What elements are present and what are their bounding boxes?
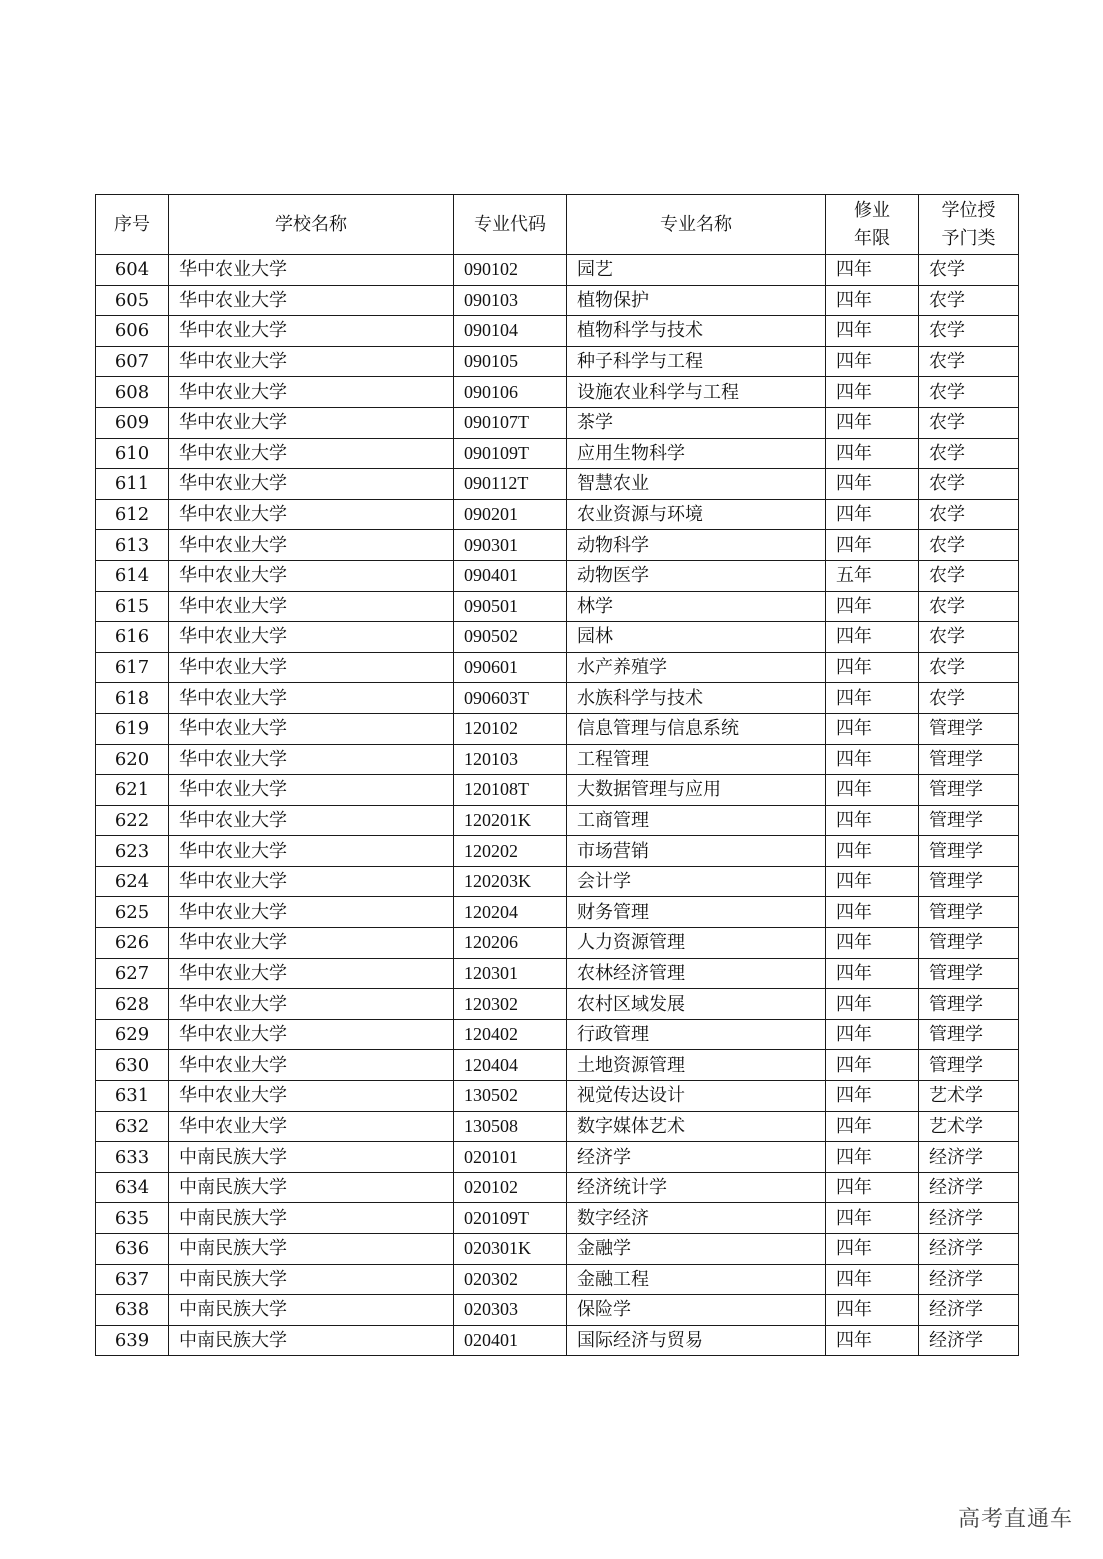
cell-no: 621 [96,775,169,806]
cell-major: 大数据管理与应用 [567,775,826,806]
table-row [96,1203,1019,1234]
cell-major: 人力资源管理 [567,928,826,959]
cell-no: 615 [96,591,169,622]
cell-degree: 经济学 [919,1203,1019,1234]
cell-duration: 四年 [826,836,919,867]
cell-major: 农村区域发展 [567,989,826,1020]
table-row [96,1019,1019,1050]
cell-major: 信息管理与信息系统 [567,713,826,744]
cell-duration: 四年 [826,805,919,836]
cell-code: 120202 [454,836,567,867]
cell-duration: 四年 [826,1050,919,1081]
table-row [96,958,1019,989]
cell-code: 090103 [454,285,567,316]
cell-no: 635 [96,1203,169,1234]
cell-no: 610 [96,438,169,469]
cell-code: 120402 [454,1019,567,1050]
cell-no: 629 [96,1019,169,1050]
cell-school: 华中农业大学 [169,285,454,316]
cell-school: 华中农业大学 [169,469,454,500]
cell-duration: 四年 [826,989,919,1020]
cell-degree: 农学 [919,560,1019,591]
cell-no: 613 [96,530,169,561]
cell-code: 120301 [454,958,567,989]
cell-no: 620 [96,744,169,775]
cell-code: 130502 [454,1081,567,1112]
cell-duration: 四年 [826,652,919,683]
cell-duration: 四年 [826,438,919,469]
cell-major: 会计学 [567,866,826,897]
cell-degree: 管理学 [919,1019,1019,1050]
cell-major: 应用生物科学 [567,438,826,469]
cell-major: 工程管理 [567,744,826,775]
table-row [96,1234,1019,1265]
cell-degree: 管理学 [919,775,1019,806]
table-row [96,1325,1019,1356]
table-row [96,683,1019,714]
cell-duration: 四年 [826,1325,919,1356]
cell-major: 市场营销 [567,836,826,867]
cell-no: 627 [96,958,169,989]
cell-major: 金融学 [567,1234,826,1265]
cell-no: 622 [96,805,169,836]
cell-no: 616 [96,622,169,653]
cell-major: 金融工程 [567,1264,826,1295]
cell-school: 华中农业大学 [169,928,454,959]
cell-school: 华中农业大学 [169,958,454,989]
table-row [96,1050,1019,1081]
cell-duration: 四年 [826,377,919,408]
cell-degree: 经济学 [919,1295,1019,1326]
cell-code: 020401 [454,1325,567,1356]
cell-school: 华中农业大学 [169,897,454,928]
cell-major: 数字媒体艺术 [567,1111,826,1142]
cell-no: 626 [96,928,169,959]
cell-degree: 经济学 [919,1234,1019,1265]
cell-code: 120108T [454,775,567,806]
cell-code: 090112T [454,469,567,500]
cell-duration: 四年 [826,346,919,377]
table-row [96,469,1019,500]
cell-duration: 四年 [826,928,919,959]
table-row [96,346,1019,377]
cell-school: 华中农业大学 [169,560,454,591]
table-row [96,928,1019,959]
cell-duration: 四年 [826,866,919,897]
cell-no: 634 [96,1172,169,1203]
cell-school: 华中农业大学 [169,499,454,530]
cell-school: 华中农业大学 [169,346,454,377]
cell-no: 636 [96,1234,169,1265]
cell-duration: 四年 [826,683,919,714]
cell-duration: 四年 [826,897,919,928]
cell-no: 611 [96,469,169,500]
cell-code: 020303 [454,1295,567,1326]
cell-degree: 经济学 [919,1172,1019,1203]
table-row [96,836,1019,867]
table-row [96,255,1019,286]
cell-no: 609 [96,407,169,438]
cell-duration: 四年 [826,285,919,316]
cell-code: 090603T [454,683,567,714]
table-header [96,195,1019,255]
table-row [96,775,1019,806]
cell-code: 090502 [454,622,567,653]
cell-major: 农林经济管理 [567,958,826,989]
cell-school: 华中农业大学 [169,407,454,438]
cell-code: 120204 [454,897,567,928]
header-duration [826,195,919,255]
header-degree-line2: 予门类 [941,227,996,249]
table-row [96,1111,1019,1142]
table-row [96,989,1019,1020]
cell-no: 637 [96,1264,169,1295]
cell-major: 植物科学与技术 [567,316,826,347]
table-row [96,866,1019,897]
cell-no: 612 [96,499,169,530]
cell-school: 华中农业大学 [169,255,454,286]
cell-no: 604 [96,255,169,286]
cell-duration: 四年 [826,744,919,775]
table-body [96,255,1019,1356]
cell-no: 638 [96,1295,169,1326]
cell-school: 中南民族大学 [169,1295,454,1326]
cell-code: 090102 [454,255,567,286]
cell-degree: 管理学 [919,805,1019,836]
cell-duration: 四年 [826,622,919,653]
cell-no: 630 [96,1050,169,1081]
table-row [96,499,1019,530]
cell-duration: 四年 [826,1172,919,1203]
cell-degree: 农学 [919,407,1019,438]
cell-degree: 农学 [919,285,1019,316]
table-row [96,744,1019,775]
cell-major: 设施农业科学与工程 [567,377,826,408]
cell-duration: 四年 [826,255,919,286]
cell-degree: 经济学 [919,1142,1019,1173]
major-list-table [95,194,1019,1356]
table-row [96,622,1019,653]
cell-code: 120103 [454,744,567,775]
cell-degree: 管理学 [919,928,1019,959]
table-row [96,1295,1019,1326]
cell-degree: 经济学 [919,1264,1019,1295]
cell-major: 经济统计学 [567,1172,826,1203]
table-row [96,805,1019,836]
cell-major: 园林 [567,622,826,653]
cell-major: 农业资源与环境 [567,499,826,530]
cell-no: 632 [96,1111,169,1142]
cell-school: 华中农业大学 [169,1081,454,1112]
cell-no: 628 [96,989,169,1020]
table-row [96,438,1019,469]
cell-major: 工商管理 [567,805,826,836]
cell-code: 090301 [454,530,567,561]
cell-major: 园艺 [567,255,826,286]
cell-code: 090601 [454,652,567,683]
cell-school: 华中农业大学 [169,591,454,622]
cell-duration: 四年 [826,530,919,561]
table-row [96,713,1019,744]
table-row [96,1172,1019,1203]
cell-code: 020301K [454,1234,567,1265]
cell-school: 华中农业大学 [169,377,454,408]
cell-duration: 四年 [826,1295,919,1326]
cell-duration: 四年 [826,1203,919,1234]
cell-school: 华中农业大学 [169,836,454,867]
cell-major: 茶学 [567,407,826,438]
header-major: 专业名称 [567,195,826,255]
cell-no: 607 [96,346,169,377]
cell-duration: 四年 [826,1234,919,1265]
table-row [96,407,1019,438]
table-row [96,530,1019,561]
watermark: 高考直通车 [957,1507,1073,1532]
cell-no: 625 [96,897,169,928]
cell-no: 617 [96,652,169,683]
cell-code: 090107T [454,407,567,438]
cell-duration: 四年 [826,1019,919,1050]
cell-code: 020109T [454,1203,567,1234]
table-row [96,560,1019,591]
cell-degree: 管理学 [919,897,1019,928]
cell-school: 华中农业大学 [169,1111,454,1142]
cell-school: 华中农业大学 [169,683,454,714]
table-row [96,1142,1019,1173]
cell-code: 130508 [454,1111,567,1142]
cell-degree: 农学 [919,346,1019,377]
cell-major: 经济学 [567,1142,826,1173]
cell-duration: 四年 [826,591,919,622]
table-row [96,652,1019,683]
cell-code: 120201K [454,805,567,836]
cell-no: 608 [96,377,169,408]
cell-school: 华中农业大学 [169,530,454,561]
cell-school: 华中农业大学 [169,316,454,347]
cell-degree: 农学 [919,255,1019,286]
cell-duration: 四年 [826,958,919,989]
cell-school: 中南民族大学 [169,1234,454,1265]
cell-code: 120302 [454,989,567,1020]
cell-school: 中南民族大学 [169,1172,454,1203]
cell-code: 090501 [454,591,567,622]
cell-degree: 农学 [919,316,1019,347]
cell-no: 639 [96,1325,169,1356]
cell-school: 华中农业大学 [169,744,454,775]
cell-duration: 四年 [826,499,919,530]
cell-code: 090401 [454,560,567,591]
cell-duration: 四年 [826,713,919,744]
cell-duration: 四年 [826,1142,919,1173]
cell-school: 华中农业大学 [169,866,454,897]
table-row [96,591,1019,622]
cell-degree: 农学 [919,438,1019,469]
cell-degree: 农学 [919,591,1019,622]
cell-school: 中南民族大学 [169,1203,454,1234]
cell-duration: 五年 [826,560,919,591]
cell-school: 中南民族大学 [169,1142,454,1173]
cell-major: 财务管理 [567,897,826,928]
cell-degree: 管理学 [919,713,1019,744]
cell-no: 605 [96,285,169,316]
cell-degree: 管理学 [919,866,1019,897]
cell-school: 华中农业大学 [169,989,454,1020]
cell-duration: 四年 [826,1111,919,1142]
cell-code: 020302 [454,1264,567,1295]
cell-degree: 管理学 [919,958,1019,989]
table-row [96,377,1019,408]
cell-degree: 农学 [919,652,1019,683]
cell-major: 国际经济与贸易 [567,1325,826,1356]
cell-major: 种子科学与工程 [567,346,826,377]
cell-code: 090201 [454,499,567,530]
cell-code: 120203K [454,866,567,897]
cell-code: 090104 [454,316,567,347]
cell-degree: 农学 [919,469,1019,500]
cell-code: 090109T [454,438,567,469]
header-degree [919,195,1019,255]
table-row [96,897,1019,928]
cell-degree: 农学 [919,499,1019,530]
cell-school: 中南民族大学 [169,1325,454,1356]
cell-no: 606 [96,316,169,347]
cell-major: 植物保护 [567,285,826,316]
header-code: 专业代码 [454,195,567,255]
header-school: 学校名称 [169,195,454,255]
cell-major: 水族科学与技术 [567,683,826,714]
cell-no: 631 [96,1081,169,1112]
table-row [96,1081,1019,1112]
cell-school: 华中农业大学 [169,775,454,806]
header-duration-line2: 年限 [854,227,890,249]
cell-code: 020102 [454,1172,567,1203]
cell-degree: 管理学 [919,836,1019,867]
cell-degree: 管理学 [919,744,1019,775]
cell-school: 中南民族大学 [169,1264,454,1295]
cell-major: 土地资源管理 [567,1050,826,1081]
table-row [96,1264,1019,1295]
cell-degree: 管理学 [919,989,1019,1020]
cell-major: 水产养殖学 [567,652,826,683]
cell-code: 120102 [454,713,567,744]
cell-school: 华中农业大学 [169,713,454,744]
cell-code: 120206 [454,928,567,959]
header-duration-line1: 修业 [854,199,890,221]
cell-code: 090105 [454,346,567,377]
header-degree-line1: 学位授 [941,199,996,221]
cell-school: 华中农业大学 [169,1019,454,1050]
cell-school: 华中农业大学 [169,1050,454,1081]
cell-degree: 艺术学 [919,1081,1019,1112]
cell-degree: 农学 [919,377,1019,408]
cell-no: 618 [96,683,169,714]
cell-degree: 农学 [919,622,1019,653]
cell-no: 633 [96,1142,169,1173]
cell-duration: 四年 [826,1264,919,1295]
cell-code: 090106 [454,377,567,408]
cell-code: 020101 [454,1142,567,1173]
cell-school: 华中农业大学 [169,652,454,683]
cell-school: 华中农业大学 [169,622,454,653]
cell-school: 华中农业大学 [169,438,454,469]
cell-no: 623 [96,836,169,867]
cell-major: 保险学 [567,1295,826,1326]
cell-major: 行政管理 [567,1019,826,1050]
cell-degree: 农学 [919,530,1019,561]
cell-duration: 四年 [826,469,919,500]
cell-no: 624 [96,866,169,897]
cell-major: 智慧农业 [567,469,826,500]
cell-duration: 四年 [826,1081,919,1112]
cell-major: 视觉传达设计 [567,1081,826,1112]
cell-major: 数字经济 [567,1203,826,1234]
cell-degree: 经济学 [919,1325,1019,1356]
cell-degree: 管理学 [919,1050,1019,1081]
table-row [96,316,1019,347]
cell-major: 动物科学 [567,530,826,561]
cell-degree: 艺术学 [919,1111,1019,1142]
header-no: 序号 [96,195,169,255]
cell-no: 614 [96,560,169,591]
cell-duration: 四年 [826,775,919,806]
cell-degree: 农学 [919,683,1019,714]
cell-school: 华中农业大学 [169,805,454,836]
cell-duration: 四年 [826,316,919,347]
cell-duration: 四年 [826,407,919,438]
cell-major: 动物医学 [567,560,826,591]
cell-code: 120404 [454,1050,567,1081]
cell-major: 林学 [567,591,826,622]
cell-no: 619 [96,713,169,744]
table-row [96,285,1019,316]
